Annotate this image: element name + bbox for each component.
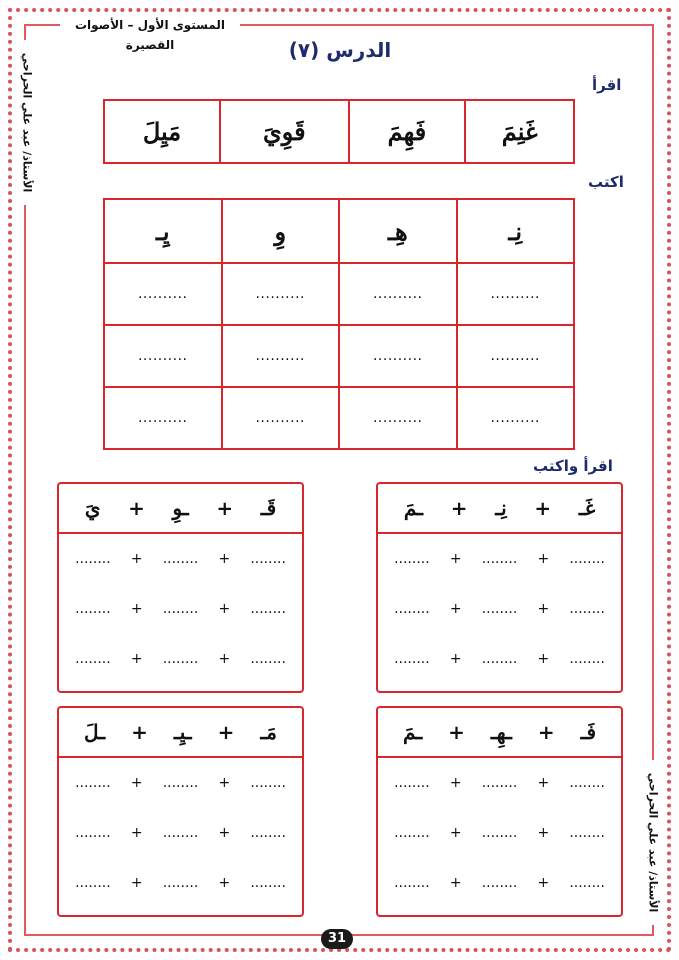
answer-blank[interactable]: ........ — [394, 651, 430, 667]
answer-row — [378, 534, 621, 584]
answer-blank[interactable]: ........ — [162, 551, 199, 567]
read-word: قَوِيَ — [220, 100, 349, 163]
write-blank[interactable]: .......... — [339, 263, 457, 325]
answer-blank[interactable]: ........ — [394, 875, 430, 891]
syllable-header — [59, 484, 302, 534]
plus-sign: + — [537, 720, 555, 744]
syllable-box — [57, 482, 304, 693]
syllable-part: ـمَ — [403, 720, 423, 744]
syllable-part: نِـ — [495, 496, 507, 520]
syllable-part: قَـ — [260, 496, 277, 520]
syllable-part: ـوِ — [172, 496, 189, 520]
answer-blank[interactable]: ........ — [75, 875, 111, 891]
answer-blank[interactable]: ........ — [394, 601, 430, 617]
plus-sign: + — [218, 875, 231, 891]
answer-blank[interactable]: ........ — [75, 825, 111, 841]
syllable-part: مَـ — [260, 720, 277, 744]
plus-sign: + — [218, 601, 231, 617]
answer-row — [59, 808, 302, 858]
answer-row — [59, 758, 302, 808]
syllable-box — [376, 706, 623, 917]
write-blank[interactable]: .......... — [222, 387, 340, 449]
syllable-part: ـيِـ — [173, 720, 192, 744]
plus-sign: + — [450, 496, 468, 520]
write-blank[interactable]: .......... — [339, 387, 457, 449]
plus-sign: + — [128, 496, 145, 520]
syllable-box — [376, 482, 623, 693]
answer-blank[interactable]: ........ — [481, 875, 518, 891]
answer-row — [378, 634, 621, 684]
plus-sign: + — [449, 651, 462, 667]
plus-sign: + — [449, 775, 462, 791]
plus-sign: + — [218, 775, 231, 791]
read-word: مَيِلَ — [104, 100, 220, 163]
syllable-part: يَ — [84, 496, 101, 520]
side-label-left — [14, 40, 40, 205]
plus-sign: + — [534, 496, 552, 520]
answer-blank[interactable]: ........ — [162, 601, 199, 617]
syllable-header — [378, 484, 621, 534]
plus-sign: + — [130, 651, 143, 667]
write-blank[interactable]: .......... — [457, 387, 575, 449]
write-blank[interactable]: .......... — [104, 325, 222, 387]
read-words-table — [103, 99, 575, 164]
answer-blank[interactable]: ........ — [481, 601, 518, 617]
read-word: فَهِمَ — [349, 100, 466, 163]
answer-row — [59, 584, 302, 634]
plus-sign: + — [448, 720, 465, 744]
page-number: 31 — [321, 929, 353, 949]
read-label: اقرأ — [592, 76, 622, 94]
plus-sign: + — [537, 825, 550, 841]
teacher-name-right: الأستاذ/ عبد علي الحراحي — [646, 772, 660, 913]
answer-row — [59, 534, 302, 584]
answer-row — [378, 808, 621, 858]
answer-blank[interactable]: ........ — [250, 875, 286, 891]
answer-blank[interactable]: ........ — [569, 651, 605, 667]
answer-blank[interactable]: ........ — [75, 551, 111, 567]
plus-sign: + — [537, 601, 550, 617]
read-write-label: اقرأ واكتب — [533, 457, 613, 475]
plus-sign: + — [449, 601, 462, 617]
answer-blank[interactable]: ........ — [569, 601, 605, 617]
plus-sign: + — [537, 775, 550, 791]
write-blank[interactable]: .......... — [104, 263, 222, 325]
syllable-box — [57, 706, 304, 917]
answer-blank[interactable]: ........ — [75, 775, 111, 791]
answer-blank[interactable]: ........ — [75, 651, 111, 667]
answer-blank[interactable]: ........ — [250, 651, 286, 667]
syllable-header — [378, 708, 621, 758]
read-word: غَنِمَ — [465, 100, 574, 163]
answer-blank[interactable]: ........ — [250, 775, 286, 791]
syllable-part: ـمَ — [403, 496, 424, 520]
answer-row — [378, 858, 621, 908]
plus-sign: + — [216, 496, 234, 520]
write-letter: نِـ — [457, 199, 575, 263]
plus-sign: + — [130, 875, 143, 891]
plus-sign: + — [217, 720, 235, 744]
answer-row — [378, 584, 621, 634]
plus-sign: + — [130, 825, 143, 841]
answer-row — [378, 758, 621, 808]
write-blank[interactable]: .......... — [457, 325, 575, 387]
syllable-part: ـلَ — [84, 720, 106, 744]
plus-sign: + — [537, 651, 550, 667]
answer-blank[interactable]: ........ — [569, 551, 605, 567]
answer-blank[interactable]: ........ — [481, 651, 518, 667]
answer-blank[interactable]: ........ — [569, 875, 605, 891]
syllable-part: غَـ — [578, 496, 596, 520]
plus-sign: + — [130, 775, 143, 791]
write-blank[interactable]: .......... — [339, 325, 457, 387]
answer-blank[interactable]: ........ — [481, 775, 518, 791]
answer-blank[interactable]: ........ — [162, 825, 199, 841]
answer-row — [59, 634, 302, 684]
answer-blank[interactable]: ........ — [481, 551, 518, 567]
lesson-title: الدرس (٧) — [288, 38, 392, 62]
answer-blank[interactable]: ........ — [162, 875, 199, 891]
answer-blank[interactable]: ........ — [481, 825, 518, 841]
write-letters-table — [103, 198, 575, 450]
write-blank[interactable]: .......... — [222, 325, 340, 387]
answer-blank[interactable]: ........ — [394, 551, 430, 567]
syllable-part: ـهِـ — [490, 720, 512, 744]
write-blank[interactable]: .......... — [104, 387, 222, 449]
plus-sign: + — [218, 651, 231, 667]
plus-sign: + — [218, 551, 231, 567]
syllable-header — [59, 708, 302, 758]
plus-sign: + — [131, 720, 148, 744]
answer-blank[interactable]: ........ — [394, 775, 430, 791]
write-letter: وِ — [222, 199, 340, 263]
write-blank[interactable]: .......... — [222, 263, 340, 325]
plus-sign: + — [449, 551, 462, 567]
plus-sign: + — [449, 825, 462, 841]
answer-blank[interactable]: ........ — [162, 651, 199, 667]
plus-sign: + — [130, 551, 143, 567]
answer-row — [59, 858, 302, 908]
header-level-title: المستوى الأول – الأصوات القصيرة — [60, 15, 240, 35]
answer-blank[interactable]: ........ — [75, 601, 111, 617]
write-blank[interactable]: .......... — [457, 263, 575, 325]
plus-sign: + — [449, 875, 462, 891]
plus-sign: + — [218, 825, 231, 841]
answer-blank[interactable]: ........ — [569, 775, 605, 791]
answer-blank[interactable]: ........ — [394, 825, 430, 841]
plus-sign: + — [537, 551, 550, 567]
write-letter: هِـ — [339, 199, 457, 263]
side-label-right — [640, 760, 666, 925]
answer-blank[interactable]: ........ — [250, 551, 286, 567]
answer-blank[interactable]: ........ — [569, 825, 605, 841]
write-letter: يِـ — [104, 199, 222, 263]
plus-sign: + — [130, 601, 143, 617]
answer-blank[interactable]: ........ — [250, 601, 286, 617]
syllable-part: فَـ — [580, 720, 597, 744]
plus-sign: + — [537, 875, 550, 891]
answer-blank[interactable]: ........ — [162, 775, 199, 791]
write-label: اكتب — [588, 173, 624, 191]
teacher-name-left: الأستاذ/ عبد علي الحراحي — [20, 52, 34, 193]
answer-blank[interactable]: ........ — [250, 825, 286, 841]
